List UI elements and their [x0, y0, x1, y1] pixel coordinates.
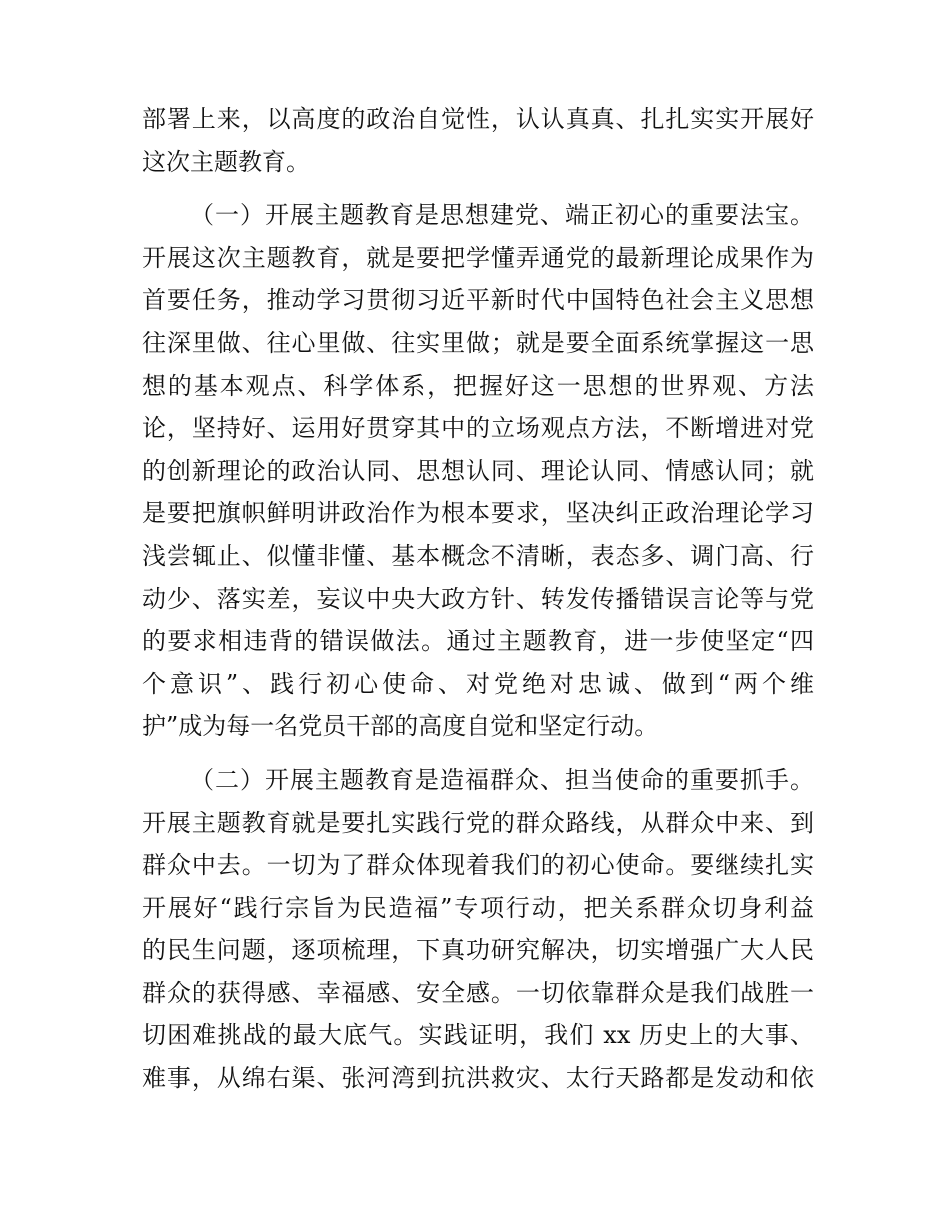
text-line: 浅尝辄止、似懂非懂、基本概念不清晰，表态多、调门高、行: [142, 541, 814, 570]
section-heading-line: （一）开展主题教育是思想建党、端正初心的重要法宝。: [190, 201, 814, 230]
text-line: 切困难挑战的最大底气。实践证明，我们 xx 历史上的大事、: [142, 1021, 814, 1050]
text-line: 的要求相违背的错误做法。通过主题教育，进一步使坚定“四: [142, 627, 814, 656]
text-line: 护”成为每一名党员干部的高度自觉和坚定行动。: [142, 712, 659, 741]
text-line: 难事，从绵右渠、张河湾到抗洪救灾、太行天路都是发动和依: [142, 1064, 814, 1093]
paragraph-3: [142, 759, 814, 1100]
text-line: 群众中去。一切为了群众体现着我们的初心使命。要继续扎实: [142, 851, 814, 880]
text-line: 开展主题教育就是要扎实践行党的群众路线，从群众中来、到: [142, 808, 814, 837]
body-text: [142, 98, 814, 1100]
text-line: 这次主题教育。: [142, 147, 310, 176]
text-line: 的民生问题，逐项梳理，下真功研究解决，切实增强广大人民: [142, 936, 814, 965]
text-line: 开展这次主题教育，就是要把学懂弄通党的最新理论成果作为: [142, 243, 814, 272]
text-line: 开展好“践行宗旨为民造福”专项行动，把关系群众切身利益: [142, 893, 814, 922]
text-line: 往深里做、往心里做、往实里做；就是要全面系统掌握这一思: [142, 328, 814, 357]
text-line: 的创新理论的政治认同、思想认同、理论认同、情感认同；就: [142, 456, 814, 485]
text-line: 首要任务，推动学习贯彻习近平新时代中国特色社会主义思想: [142, 286, 814, 315]
text-line: 群众的获得感、幸福感、安全感。一切依靠群众是我们战胜一: [142, 978, 814, 1007]
text-line: 论，坚持好、运用好贯穿其中的立场观点方法，不断增进对党: [142, 414, 814, 443]
text-line: 动少、落实差，妄议中央大政方针、转发传播错误言论等与党: [142, 584, 814, 613]
paragraph-1: [142, 98, 814, 183]
section-heading-line: （二）开展主题教育是造福群众、担当使命的重要抓手。: [190, 765, 814, 794]
text-line: 是要把旗帜鲜明讲政治作为根本要求，坚决纠正政治理论学习: [142, 499, 814, 528]
text-line: 想的基本观点、科学体系，把握好这一思想的世界观、方法: [142, 371, 814, 400]
paragraph-2: [142, 194, 814, 748]
text-line: 部署上来，以高度的政治自觉性，认认真真、扎扎实实开展好: [142, 105, 814, 133]
text-line: 个意识”、践行初心使命、对党绝对忠诚、做到“两个维: [142, 669, 814, 698]
